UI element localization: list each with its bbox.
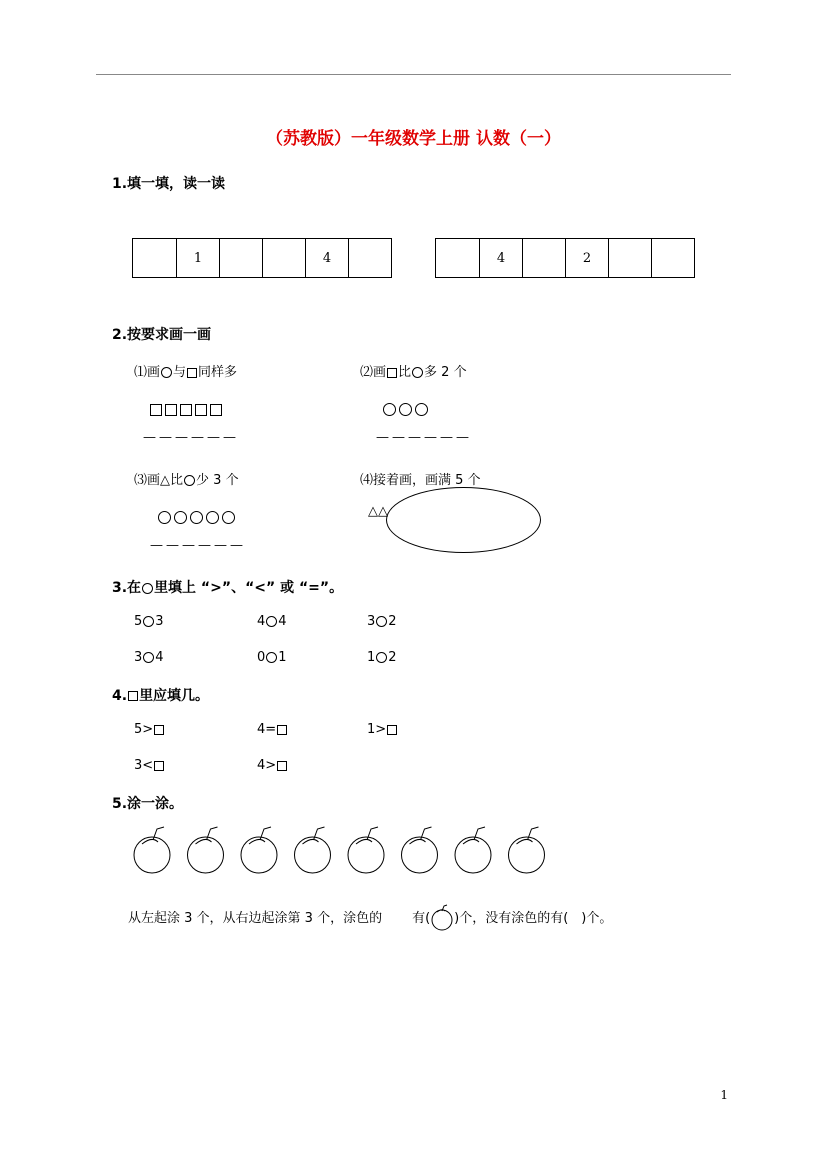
triangle-icon: △ [160,473,171,488]
q2-part3-circles [158,507,238,526]
compare-a: 0 [257,650,266,665]
circle-icon [222,511,235,524]
circle-icon [206,511,219,524]
fill-expr: 4= [257,722,277,737]
apple-icon[interactable] [509,827,545,873]
apple-row [125,822,565,878]
compare-b: 4 [278,614,287,629]
compare-b: 2 [388,614,397,629]
square-icon [195,404,207,416]
compare-item [134,650,164,665]
fill-expr: 4> [257,758,277,773]
q2-heading: 2.按要求画一画 [112,327,212,343]
number-cell[interactable] [651,239,694,277]
q4-heading-end: 里应填几。 [139,688,210,704]
q2-part1-squares [150,399,225,418]
compare-item [367,650,397,665]
compare-item [134,614,164,629]
answer-circle[interactable] [376,652,387,663]
number-cell[interactable] [219,239,262,277]
q2-p1-end: 同样多 [198,365,238,380]
square-icon [128,691,138,701]
q2-part4-instruction: ⑷接着画，画满 5 个 [360,473,481,488]
number-cell[interactable] [348,239,391,277]
compare-a: 3 [134,650,143,665]
q3-heading-start: 3.在 [112,580,142,596]
fill-item [134,758,165,773]
q2-p2-end: 多 2 个 [424,365,467,380]
number-cell[interactable]: 4 [305,239,348,277]
number-row-left [132,238,392,278]
number-cell[interactable] [608,239,651,277]
apple-icon[interactable] [295,827,331,873]
page-title: （苏教版）一年级数学上册 认数（一） [266,129,561,149]
q5-sentence [128,902,612,932]
q2-p2-label: ⑵画 [360,365,387,380]
compare-a: 5 [134,614,143,629]
apple-icon[interactable] [455,827,491,873]
q4-number: 4. [112,688,128,704]
fill-expr: 3< [134,758,154,773]
square-icon [165,404,177,416]
number-cell[interactable]: 1 [176,239,219,277]
square-icon [387,368,397,378]
q2-p1-mid: 与 [173,365,187,380]
q2-part2-instruction [360,361,467,380]
compare-item [367,614,397,629]
number-cell[interactable] [436,239,479,277]
circle-icon [174,511,187,524]
number-row-right [435,238,695,278]
compare-b: 2 [388,650,397,665]
apple-icon[interactable] [348,827,384,873]
compare-b: 4 [155,650,164,665]
fill-item [257,758,288,773]
apple-icon[interactable] [188,827,224,873]
q4-heading [112,685,209,705]
apple-icon [431,902,453,932]
square-icon [210,404,222,416]
q1-heading: 1.填一填，读一读 [112,176,226,192]
q2-p2-mid: 比 [398,365,412,380]
compare-a: 4 [257,614,266,629]
q2-part2-circles [383,399,431,418]
answer-box[interactable] [387,725,397,735]
square-icon [180,404,192,416]
circle-icon [142,583,153,594]
number-cell[interactable] [522,239,565,277]
circle-icon [158,511,171,524]
fill-item [257,722,288,737]
square-icon [187,368,197,378]
q5-sentence-a: 从左起涂 3 个，从右边起涂第 3 个，涂色的 [128,911,383,926]
answer-circle[interactable] [266,652,277,663]
q2-part1-instruction [134,361,237,380]
number-cell[interactable]: 2 [565,239,608,277]
triangle-icons: △△ [368,504,388,519]
header-rule [96,74,731,75]
q2-p3-label: ⑶画 [134,473,161,488]
circle-icon [415,403,428,416]
number-cell[interactable] [262,239,305,277]
q2-p3-mid: 比 [170,473,184,488]
answer-circle[interactable] [143,616,154,627]
answer-box[interactable] [277,725,287,735]
fill-expr: 1> [367,722,387,737]
number-cell[interactable] [133,239,176,277]
apple-icon[interactable] [241,827,277,873]
number-cell[interactable]: 4 [479,239,522,277]
q5-sentence-b: 有( [412,911,431,926]
answer-circle[interactable] [143,652,154,663]
circle-icon [399,403,412,416]
page-number: 1 [720,1088,728,1102]
answer-box[interactable] [154,725,164,735]
compare-b: 1 [278,650,287,665]
circle-icon [412,367,423,378]
circle-icon [161,367,172,378]
answer-box[interactable] [277,761,287,771]
q5-sentence-c: )个，没有涂色的有( )个。 [454,911,613,926]
q5-heading: 5.涂一涂。 [112,796,184,812]
q3-heading [112,577,343,597]
compare-a: 1 [367,650,376,665]
q2-p1-label: ⑴画 [134,365,161,380]
square-icon [150,404,162,416]
fill-item [367,722,398,737]
circle-icon [184,475,195,486]
compare-b: 3 [155,614,164,629]
answer-line[interactable]: —————— [376,430,472,445]
answer-line[interactable]: —————— [150,538,246,553]
fill-item [134,722,165,737]
q3-heading-end: 里填上 “>”、“<” 或 “=”。 [154,580,344,596]
answer-circle[interactable] [266,616,277,627]
apple-icon[interactable] [134,827,170,873]
answer-line[interactable]: —————— [143,430,239,445]
compare-item [257,614,287,629]
q2-part3-instruction [134,469,239,488]
circle-icon [383,403,396,416]
answer-circle[interactable] [376,616,387,627]
apple-icon[interactable] [402,827,438,873]
drawing-ellipse[interactable] [386,487,541,553]
circle-icon [190,511,203,524]
compare-item [257,650,287,665]
answer-box[interactable] [154,761,164,771]
fill-expr: 5> [134,722,154,737]
compare-a: 3 [367,614,376,629]
q2-p3-end: 少 3 个 [196,473,239,488]
